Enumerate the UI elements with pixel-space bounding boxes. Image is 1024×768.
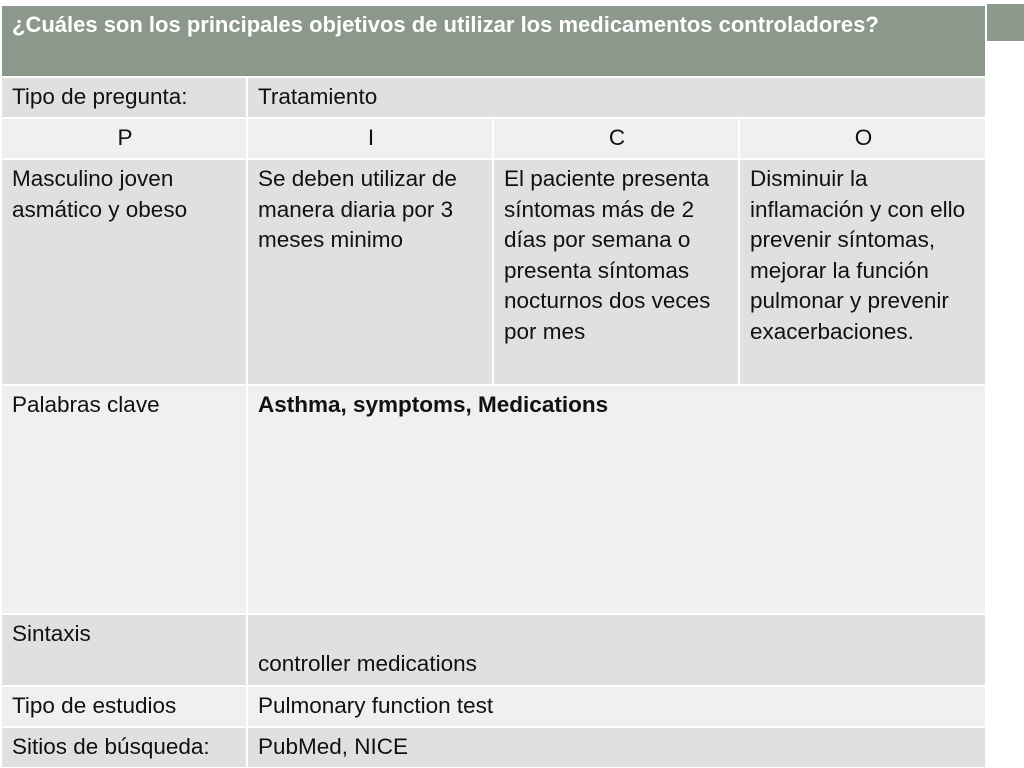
pico-header-o: O (739, 118, 986, 159)
pico-table (0, 4, 987, 768)
pico-content-row (1, 159, 986, 385)
keywords-row (1, 385, 986, 614)
corner-accent-bar (984, 4, 1024, 41)
study-type-label: Tipo de estudios (1, 686, 247, 727)
pico-value-c: El paciente presenta síntomas más de 2 días por semana o presenta síntomas nocturnos dos veces por mes (493, 159, 739, 385)
pico-header-row (1, 118, 986, 159)
syntax-value: controller medications (258, 651, 477, 676)
pico-header-c: C (493, 118, 739, 159)
question-row (1, 5, 986, 77)
pico-value-i: Se deben utilizar de manera diaria por 3 meses minimo (247, 159, 493, 385)
keywords-value: Asthma, symptoms, Medications (247, 385, 986, 614)
pico-header-p: P (1, 118, 247, 159)
pico-value-p: Masculino joven asmático y obeso (1, 159, 247, 385)
syntax-cell (247, 614, 986, 686)
question-type-value: Tratamiento (247, 77, 986, 118)
question-title: ¿Cuáles son los principales objetivos de utilizar los medicamentos controladores? (1, 5, 986, 77)
search-sites-value: PubMed, NICE (247, 727, 986, 768)
keywords-label: Palabras clave (1, 385, 247, 614)
study-type-value: Pulmonary function test (247, 686, 986, 727)
search-sites-label: Sitios de búsqueda: (1, 727, 247, 768)
question-type-row (1, 77, 986, 118)
study-type-row (1, 686, 986, 727)
question-type-label: Tipo de pregunta: (1, 77, 247, 118)
pico-header-i: I (247, 118, 493, 159)
pico-value-o: Disminuir la inflamación y con ello prevenir síntomas, mejorar la función pulmonar y prevenir exacerbaciones. (739, 159, 986, 385)
syntax-label: Sintaxis (1, 614, 247, 686)
search-sites-row (1, 727, 986, 768)
syntax-row (1, 614, 986, 686)
